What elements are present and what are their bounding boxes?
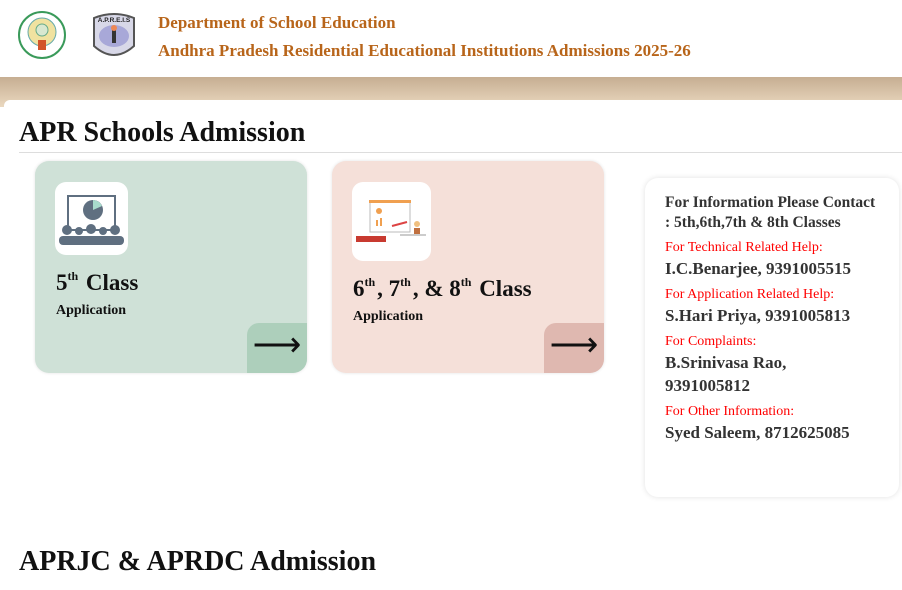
class6-8-subtitle: Application [353, 309, 424, 324]
divider [19, 152, 902, 153]
contact-label: For Other Information: [665, 404, 795, 419]
class5-title: 5th Class [56, 269, 139, 295]
site-header [0, 0, 902, 77]
contact-value: I.C.Benarjee, 9391005515 [665, 259, 852, 278]
arrow-right-icon: ⟶ [549, 327, 599, 364]
presentation-icon [352, 182, 431, 261]
apreis-logo [88, 12, 140, 62]
contact-label: For Complaints: [665, 334, 757, 349]
class5-card[interactable] [35, 161, 307, 373]
class6-8-card[interactable] [332, 161, 604, 373]
contact-info-box [645, 178, 899, 497]
apr-schools-heading: APR Schools Admission [19, 117, 306, 148]
admissions-title: Andhra Pradesh Residential Educational Institutions Admissions 2025-26 [158, 41, 691, 60]
class6-8-title: 6th, 7th, & 8th Class [353, 275, 532, 301]
contact-label: For Application Related Help: [665, 287, 835, 302]
contact-value: B.Srinivasa Rao, 9391005812 [665, 353, 787, 395]
aprjc-aprdc-heading: APRJC & APRDC Admission [19, 546, 377, 577]
class6-8-arrow-button[interactable] [544, 323, 604, 373]
arrow-right-icon: ⟶ [252, 327, 302, 364]
ap-govt-emblem-logo [17, 10, 67, 62]
contact-label: For Technical Related Help: [665, 240, 823, 255]
department-title: Department of School Education [158, 13, 396, 32]
apreis-logo-text: A.P.R.E.I.S [97, 17, 131, 24]
class5-subtitle: Application [56, 303, 127, 318]
class5-arrow-button[interactable] [247, 323, 307, 373]
contact-heading: For Information Please Contact : 5th,6th,7th & 8th Classes [665, 194, 876, 231]
contact-value: Syed Saleem, 8712625085 [665, 423, 850, 442]
contact-value: S.Hari Priya, 9391005813 [665, 306, 851, 325]
classroom-icon [55, 182, 128, 255]
